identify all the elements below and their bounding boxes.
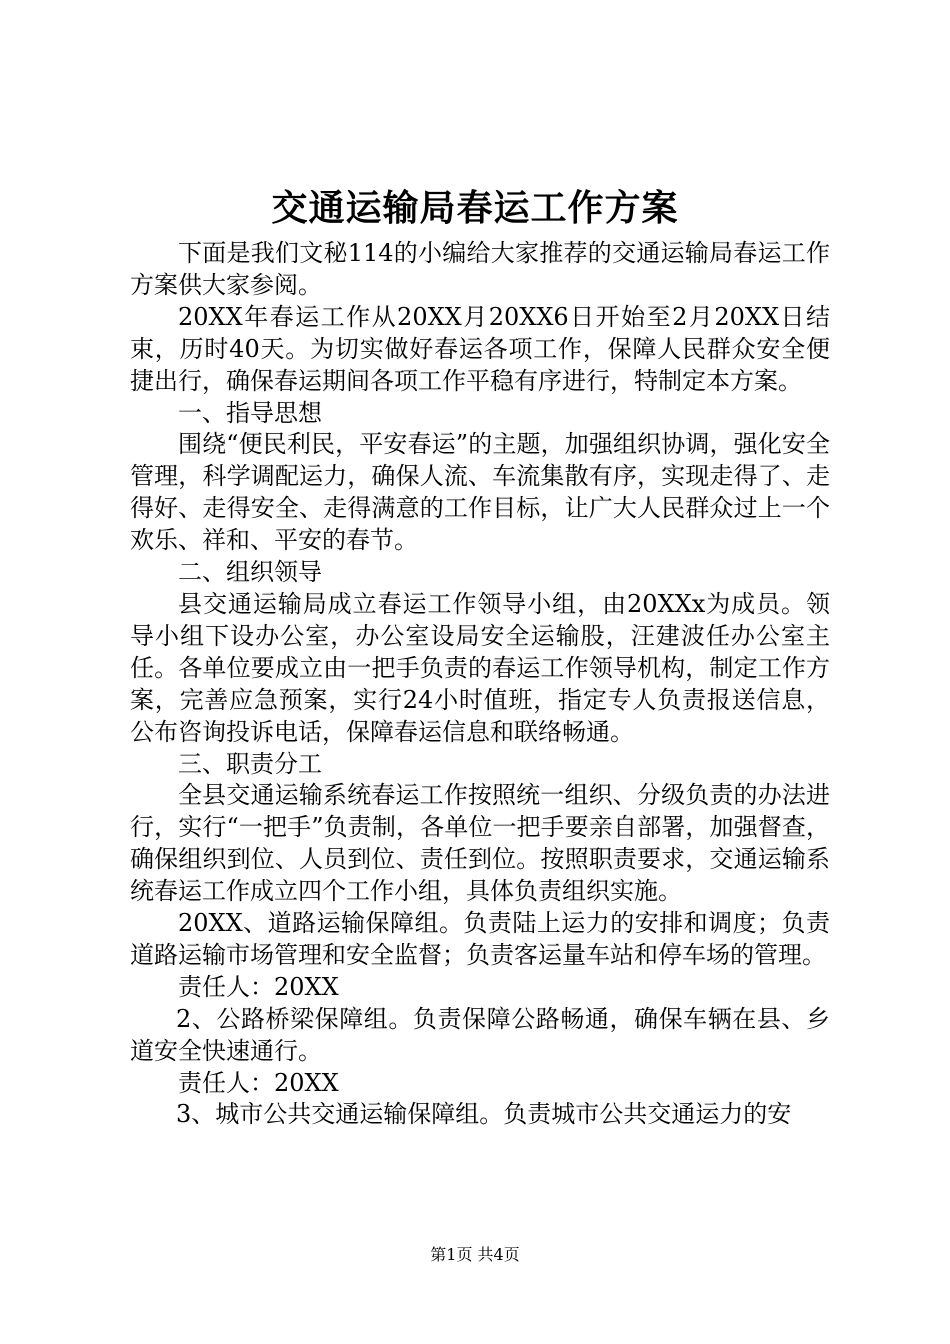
paragraph-public-transport-group: 3、城市公共交通运输保障组。负责城市公共交通运力的安 (176, 1100, 792, 1129)
paragraph-overview: 20XX年春运工作从20XX月20XX6日开始至2月20XX日结束，历时40天。为切实做好春运各项工作，保障人民群众安全便捷出行，确保春运期间各项工作平稳有序进行，特制定本方案。 (130, 302, 830, 395)
page-number-footer: 第1页 共4页 (430, 1245, 520, 1264)
section-heading-organization: 二、组织领导 (178, 558, 322, 587)
paragraph-organization: 县交通运输局成立春运工作领导小组，由20XXx为成员。领导小组下设办公室，办公室设局安全运输股，汪建波任办公室主任。各单位要成立由一把手负责的春运工作领导机构，制定工作方案，完善应急预案，实行24小时值班，指定专人负责报送信息，公布咨询投诉电话，保障春运信息和联络畅通。 (130, 589, 830, 746)
paragraph-intro: 下面是我们文秘114的小编给大家推荐的交通运输局春运工作方案供大家参阅。 (130, 239, 830, 299)
paragraph-road-transport-group: 20XX、道路运输保障组。负责陆上运力的安排和调度；负责道路运输市场管理和安全监督；负责客运量车站和停车场的管理。 (130, 909, 830, 969)
section-heading-responsibilities: 三、职责分工 (178, 749, 322, 778)
paragraph-responsible-person: 责任人：20XX (178, 1068, 339, 1097)
paragraph-highway-bridge-group: 2、公路桥梁保障组。负责保障公路畅通，确保车辆在县、乡道安全快速通行。 (130, 1004, 830, 1065)
section-heading-guiding-ideology: 一、指导思想 (178, 398, 322, 427)
document-title: 交通运输局春运工作方案 (271, 187, 679, 229)
document-body (130, 238, 830, 1131)
paragraph-responsible-person: 责任人：20XX (178, 972, 339, 1001)
paragraph-responsibilities: 全县交通运输系统春运工作按照统一组织、分级负责的办法进行，实行“一把手”负责制，各单位一把手要亲自部署，加强督查，确保组织到位、人员到位、责任到位。按照职责要求，交通运输系统春运工作成立四个工作小组，具体负责组织实施。 (130, 781, 830, 906)
paragraph-guiding-ideology: 围绕“便民利民，平安春运”的主题，加强组织协调，强化安全管理，科学调配运力，确保人流、车流集散有序，实现走得了、走得好、走得安全、走得满意的工作目标，让广大人民群众过上一个欢乐、祥和、平安的春节。 (130, 430, 830, 555)
